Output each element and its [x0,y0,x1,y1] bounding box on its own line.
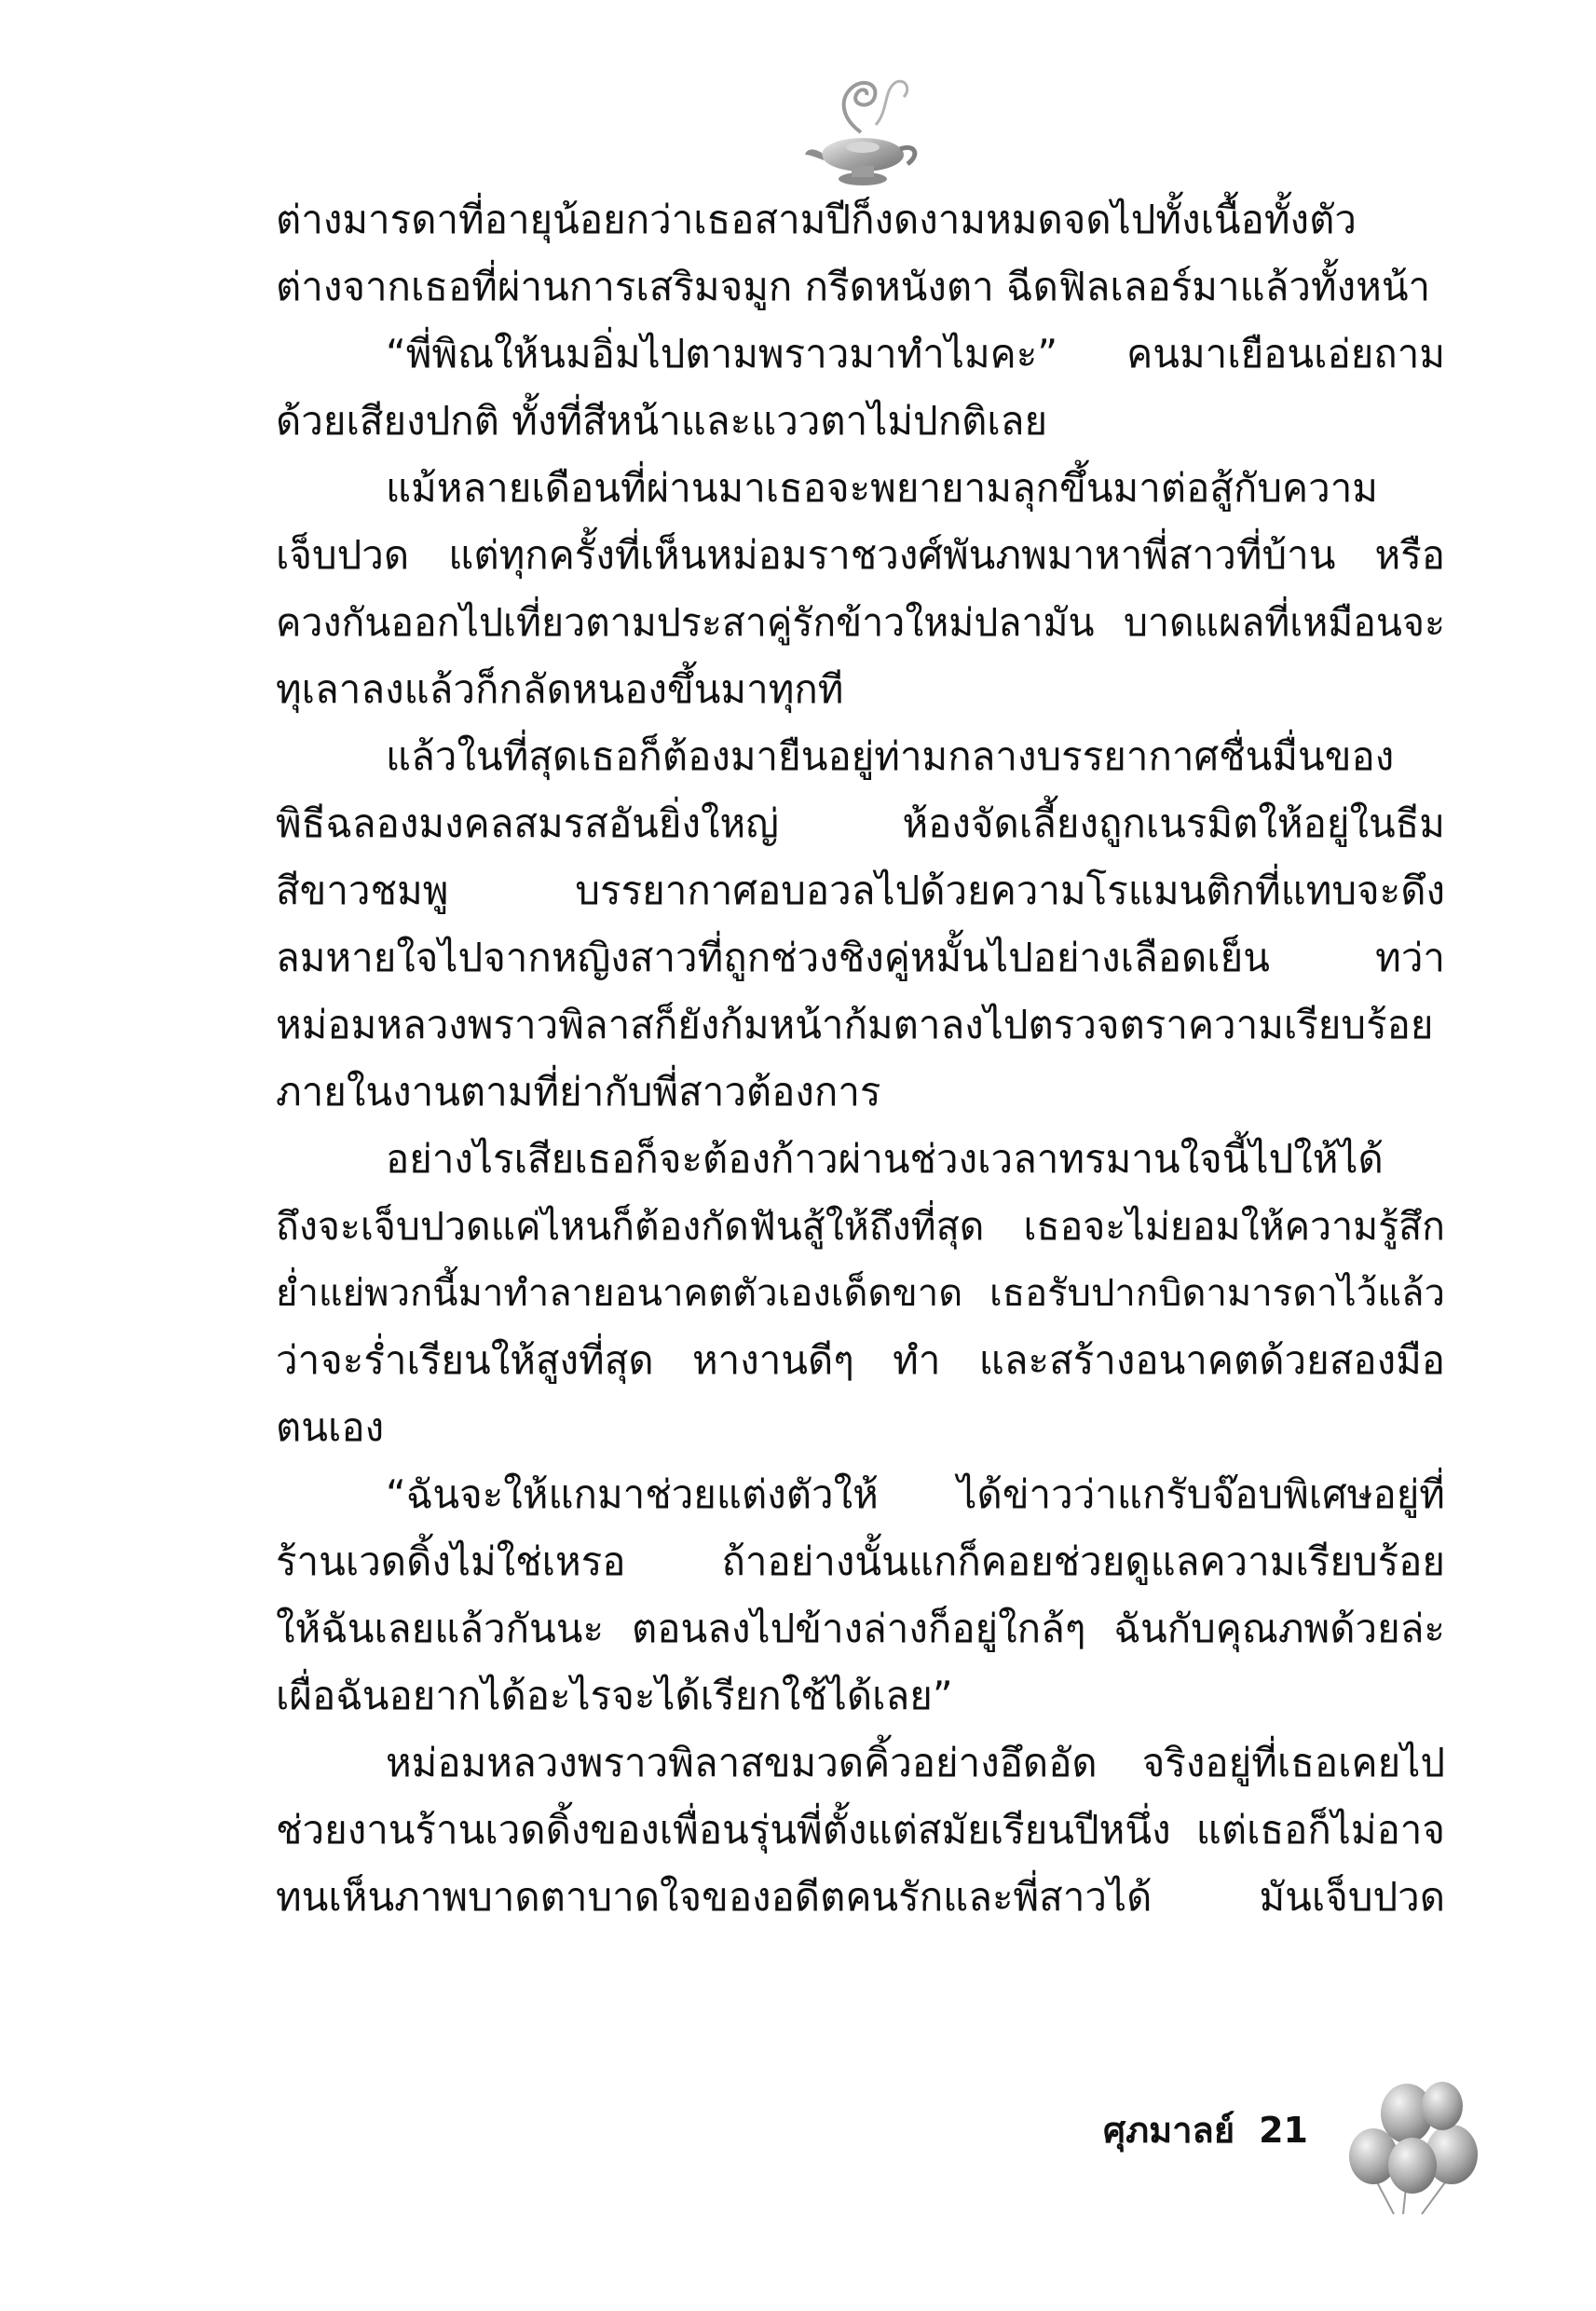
lamp-icon [803,69,924,199]
text-line: เผื่อฉันอยากได้อะไรจะได้เรียกใช้ได้เลย” [276,1673,953,1718]
text-line: “ฉันจะให้แกมาช่วยแต่งตัวให้ ได้ข่าวว่าแกรับจ๊อบพิเศษอยู่ที่ [386,1471,1445,1517]
text-line: ด้วยเสียงปกติ ทั้งที่สีหน้าและแววตาไม่ปกติเลย [276,398,1048,444]
body-text [276,186,1445,1931]
text-line: ควงกันออกไปเที่ยวตามประสาคู่รักข้าวใหม่ปลามัน บาดแผลที่เหมือนจะ [276,600,1445,645]
text-line: ถึงจะเจ็บปวดแค่ไหนก็ต้องกัดฟันสู้ให้ถึงที่สุด เธอจะไม่ยอมให้ความรู้สึก [276,1204,1445,1249]
balloons-icon [1338,2076,1487,2216]
text-line: “พี่พิณให้นมอิ่มไปตามพราวมาทำไมคะ” คนมาเยือนเอ่ยถาม [386,331,1445,376]
text-line: ลมหายใจไปจากหญิงสาวที่ถูกช่วงชิงคู่หมั้นไปอย่างเลือดเย็น ทว่า [276,935,1445,980]
text-line: หม่อมหลวงพราวพิลาสก็ยังก้มหน้าก้มตาลงไปตรวจตราความเรียบร้อย [276,1002,1434,1047]
page-footer [1103,2102,1308,2158]
text-line: ต่างมารดาที่อายุน้อยกว่าเธอสามปีก็งดงามหมดจดไปทั้งเนื้อทั้งตัว [276,197,1357,242]
text-line: เจ็บปวด แต่ทุกครั้งที่เห็นหม่อมราชวงศ์พันภพมาหาพี่สาวที่บ้าน หรือ [276,532,1445,578]
text-line: ย่ำแย่พวกนี้มาทำลายอนาคตตัวเองเด็ดขาด เธอรับปากบิดามารดาไว้แล้ว [276,1272,1445,1315]
page-number: 21 [1259,2110,1308,2151]
text-line: ทนเห็นภาพบาดตาบาดใจของอดีตคนรักและพี่สาวได้ มันเจ็บปวด [276,1874,1445,1920]
text-line: แม้หลายเดือนที่ผ่านมาเธอจะพยายามลุกขึ้นมาต่อสู้กับความ [386,465,1378,511]
text-line: ว่าจะร่ำเรียนให้สูงที่สุด หางานดีๆ ทำ และสร้างอนาคตด้วยสองมือ [276,1337,1445,1383]
text-line: ต่างจากเธอที่ผ่านการเสริมจมูก กรีดหนังตา ฉีดฟิลเลอร์มาแล้วทั้งหน้า [276,264,1431,309]
text-line: ทุเลาลงแล้วก็กลัดหนองขึ้นมาทุกที [276,666,844,712]
author-name: ศุภมาลย์ [1103,2110,1235,2151]
text-line: ให้ฉันเลยแล้วกันนะ ตอนลงไปข้างล่างก็อยู่ใกล้ๆ ฉันกับคุณภพด้วยล่ะ [276,1606,1445,1651]
text-line: ช่วยงานร้านเวดดิ้งของเพื่อนรุ่นพี่ตั้งแต่สมัยเรียนปีหนึ่ง แต่เธอก็ไม่อาจ [276,1807,1445,1853]
text-line: ร้านเวดดิ้งไม่ใช่เหรอ ถ้าอย่างนั้นแกก็คอยช่วยดูแลความเรียบร้อย [276,1538,1445,1584]
text-line: สีขาวชมพู บรรยากาศอบอวลไปด้วยความโรแมนติกที่แทบจะดึง [276,868,1445,913]
text-line: ตนเอง [276,1404,385,1450]
text-line: แล้วในที่สุดเธอก็ต้องมายืนอยู่ท่ามกลางบรรยากาศชื่นมื่นของ [386,733,1395,779]
text-line: อย่างไรเสียเธอก็จะต้องก้าวผ่านช่วงเวลาทรมานใจนี้ไปให้ได้ [386,1136,1384,1182]
text-line: ภายในงานตามที่ย่ากับพี่สาวต้องการ [276,1069,881,1114]
text-line: พิธีฉลองมงคลสมรสอันยิ่งใหญ่ ห้องจัดเลี้ยงถูกเนรมิตให้อยู่ในธีม [276,800,1445,846]
text-line: หม่อมหลวงพราวพิลาสขมวดคิ้วอย่างอึดอัด จริงอยู่ที่เธอเคยไป [386,1740,1445,1785]
